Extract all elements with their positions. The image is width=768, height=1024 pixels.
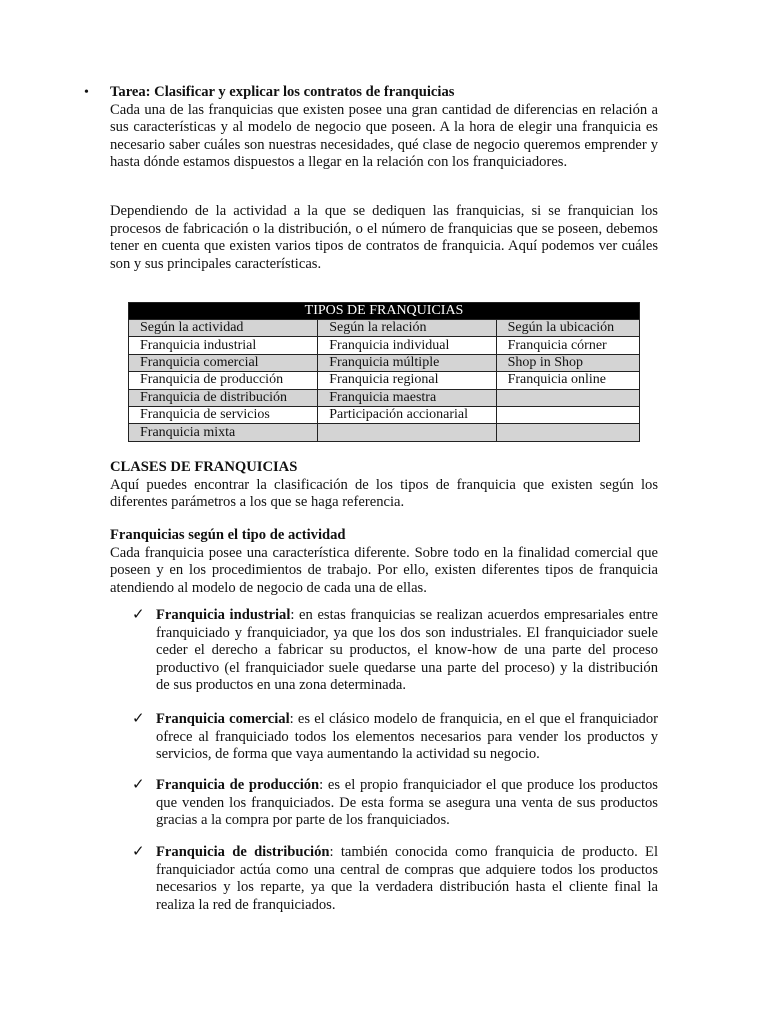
actividad-heading: Franquicias según el tipo de actividad [110, 527, 346, 543]
table-cell: Shop in Shop [496, 354, 639, 371]
clases-paragraph: Aquí puedes encontrar la clasificación de los tipos de franquicia que existen según los diferentes parámetros a los que se haga referencia. [110, 476, 658, 511]
table-cell: Según la actividad [129, 320, 318, 337]
item-description: : es el propio franquiciador el que produce los productos que venden los franquiciados. De esta forma se asegura una venta de sus productos gracias a la compra por parte de los franquiciados. [156, 777, 658, 829]
clases-section [110, 459, 658, 512]
table-cell [496, 424, 639, 441]
item-term: Franquicia de distribución [156, 844, 330, 860]
actividad-paragraph: Cada franquicia posee una característica diferente. Sobre todo en la finalidad comercial que poseen y en los procedimientos de trabajo. Por ello, existen diferentes tipos de franquicia atendiendo al modelo de negocio de cada una de ellas. [110, 544, 658, 596]
table-title: TIPOS DE FRANQUICIAS [129, 303, 640, 320]
table-cell: Franquicia mixta [129, 424, 318, 441]
table-row [129, 424, 640, 441]
item-description: : también conocida como franquicia de producto. El franquiciador actúa como una central de compras que adquiere todos los productos necesarios y los reparte, ya que la verdadera distribución hasta el cliente final la realiza la red de franquiciados. [156, 844, 659, 913]
franchise-types-table [128, 302, 640, 442]
list-item [132, 711, 658, 764]
table-cell [496, 406, 639, 423]
item-description: : es el clásico modelo de franquicia, en el que el franquiciador ofrece al franquiciado todos los elementos necesarios para vender los productos y servicios, de forma que vaya aumentando la actividad su negocio. [156, 711, 658, 763]
table-cell: Franquicia de producción [129, 372, 318, 389]
actividad-section [110, 527, 658, 597]
intro-section [110, 84, 658, 172]
clases-heading: CLASES DE FRANQUICIAS [110, 459, 298, 475]
table-cell: Franquicia maestra [318, 389, 496, 406]
table-row [129, 354, 640, 371]
table-row [129, 320, 640, 337]
table-cell: Franquicia comercial [129, 354, 318, 371]
table-cell: Franquicia de servicios [129, 406, 318, 423]
item-term: Franquicia de producción [156, 777, 320, 793]
table-cell: Franquicia de distribución [129, 389, 318, 406]
paragraph-2-section [110, 203, 658, 273]
list-item [132, 607, 658, 695]
checkmark-icon: ✓ [132, 607, 145, 623]
table-title-row [129, 303, 640, 320]
table-cell: Franquicia múltiple [318, 354, 496, 371]
table-row [129, 372, 640, 389]
table-cell: Según la ubicación [496, 320, 639, 337]
table-cell: Franquicia individual [318, 337, 496, 354]
paragraph-2: Dependiendo de la actividad a la que se dediquen las franquicias, si se franquician los procesos de fabricación o la distribución, o el número de franquicias que se poseen, debemos tener en cuenta que existen varios tipos de contratos de franquicia. Aquí podemos ver cuáles son y sus principales características. [110, 203, 658, 272]
table-row [129, 406, 640, 423]
list-item [132, 777, 658, 830]
checkmark-icon: ✓ [132, 777, 145, 793]
table-cell: Franquicia regional [318, 372, 496, 389]
table-cell: Franquicia córner [496, 337, 639, 354]
intro-paragraph: Cada una de las franquicias que existen posee una gran cantidad de diferencias en relación a sus características y al modelo de negocio que poseen. A la hora de elegir una franquicia es necesario saber cuáles son nuestras necesidades, qué clase de negocio queremos emprender y hasta dónde estamos dispuestos a llegar en la relación con los franquiciadores. [110, 101, 658, 171]
table-cell: Franquicia online [496, 372, 639, 389]
item-term: Franquicia industrial [156, 607, 291, 623]
table-cell: Franquicia industrial [129, 337, 318, 354]
table-cell: Según la relación [318, 320, 496, 337]
table-cell [496, 389, 639, 406]
item-term: Franquicia comercial [156, 711, 290, 727]
checkmark-icon: ✓ [132, 844, 145, 860]
table-row [129, 337, 640, 354]
table-cell [318, 424, 496, 441]
task-title: Tarea: Clasificar y explicar los contratos de franquicias [110, 84, 455, 100]
table-row [129, 389, 640, 406]
table-cell: Participación accionarial [318, 406, 496, 423]
list-item [132, 844, 659, 914]
item-description: : en estas franquicias se realizan acuerdos empresariales entre franquiciado y franquiciador, ya que los dos son industriales. El franquiciador suele ceder el derecho a fabricar su productos, el know-how de una parte del proceso productivo (el franquiciador suele quedarse una parte del proceso) y la distribución de sus productos en una zona determinada. [156, 607, 658, 694]
bullet-icon: • [84, 85, 89, 100]
checkmark-icon: ✓ [132, 711, 145, 727]
